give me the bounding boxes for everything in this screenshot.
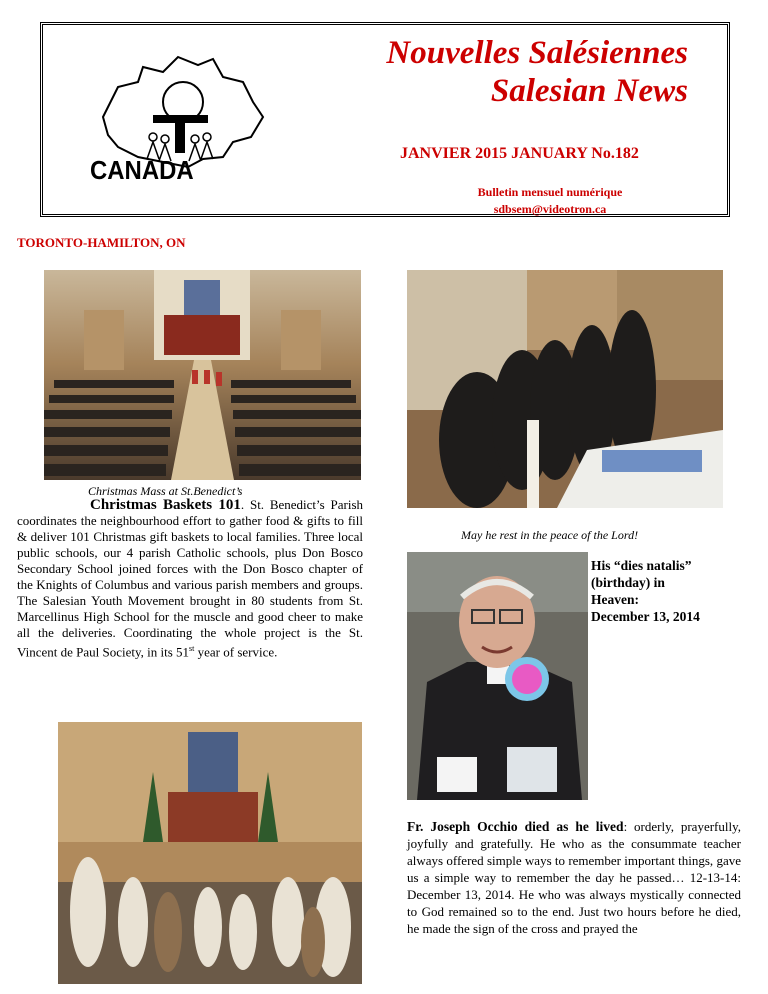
photo2-caption: May he rest in the peace of the Lord! xyxy=(461,528,639,542)
title-english: Salesian News xyxy=(490,73,688,109)
bulletin-label: Bulletin mensuel numérique xyxy=(477,185,623,199)
article-right-body: : orderly, prayerfully, joyfully and gratefully. He who as the consummate teacher always offered simple ways to remember important things, gave us a simple way to remember the day he passed… 12-13-14: December 13, 2014. He who was always mystically connected to God remained so to the end. Just two hours before he died, he made the sign of the cross and prayed the xyxy=(407,819,741,936)
article-right-lead: Fr. Joseph Occhio died as he lived xyxy=(407,819,624,834)
article-sup: st xyxy=(189,644,195,653)
logo-label: CANADA xyxy=(90,155,194,185)
photo-fr-joseph xyxy=(407,552,588,800)
photo1-caption: Christmas Mass at St.Benedict’s xyxy=(88,484,243,498)
masthead xyxy=(40,22,730,217)
canada-map-logo xyxy=(83,47,273,217)
bday-line-2: (birthday) in xyxy=(591,575,665,590)
article-body-end: year of service. xyxy=(194,644,278,660)
email-link[interactable]: sdbsem@videotron.ca xyxy=(493,202,607,216)
article-body: . St. Benedict’s Parish coordinates the neighbourhood effort to gather food & gifts to fill & deliver 101 Christmas gift baskets to local families. Three local public schools, our 4 parish Catholic schools, plus Don Bosco Secondary School joined forces with the Don Bosco chapter of the Knights of Columbus and various parish members and groups. The Salesian Youth Movement brought in 80 students from St. Marcellinus High School for the muscle and good cheer to make all the deliveries. Coordinating the whole project is the St. Vincent de Paul Society, in its 51 xyxy=(17,497,364,660)
photo-youth-praying xyxy=(407,270,723,508)
article-fr-joseph xyxy=(407,818,741,937)
article-lead: Christmas Baskets 101 xyxy=(90,497,241,513)
bday-line-4: December 13, 2014 xyxy=(591,609,700,624)
title-french: Nouvelles Salésiennes xyxy=(386,35,688,71)
article-christmas-baskets xyxy=(17,497,363,660)
section-location: TORONTO-HAMILTON, ON xyxy=(17,235,186,250)
photo-nativity-play xyxy=(58,722,362,984)
bday-line-1: His “dies natalis” xyxy=(591,558,692,573)
issue-line: JANVIER 2015 JANUARY No.182 xyxy=(400,145,639,162)
dies-natalis-box xyxy=(591,557,741,625)
photo-christmas-mass xyxy=(44,270,361,480)
bday-line-3: Heaven: xyxy=(591,592,639,607)
